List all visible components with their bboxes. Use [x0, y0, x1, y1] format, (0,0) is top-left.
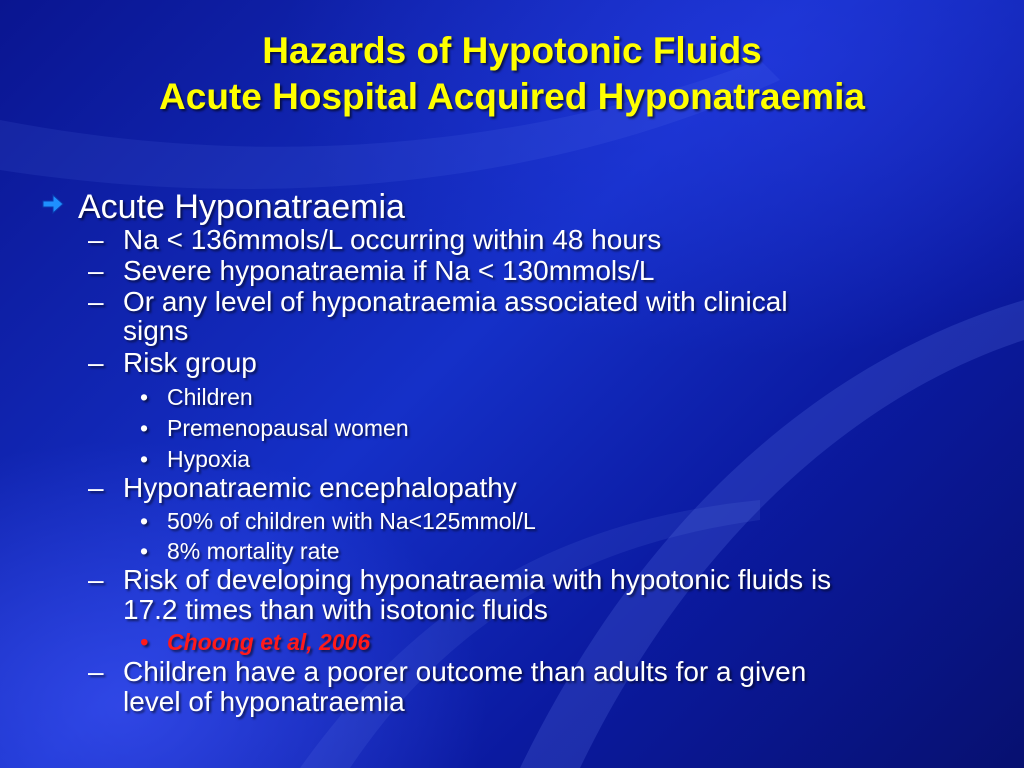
bullet-marker: •	[140, 415, 149, 441]
title-line-1: Hazards of Hypotonic Fluids	[262, 30, 762, 71]
point-encephalopathy: Hyponatraemic encephalopathy	[123, 472, 517, 503]
dash-marker: –	[88, 656, 104, 687]
point-children-outcome-line2: level of hyponatraemia	[123, 686, 405, 717]
point-hypotonic-risk-line2: 17.2 times than with isotonic fluids	[123, 594, 548, 625]
risk-item-women: Premenopausal women	[167, 415, 409, 441]
point-severe: Severe hyponatraemia if Na < 130mmols/L	[123, 255, 655, 286]
point-clinical-signs-line1: Or any level of hyponatraemia associated with clinical	[123, 286, 788, 317]
bullet-marker: •	[140, 446, 149, 472]
bullet-marker: •	[140, 384, 149, 410]
dash-marker: –	[88, 286, 104, 317]
dash-marker: –	[88, 564, 104, 595]
dash-marker: –	[88, 472, 104, 503]
risk-item-children: Children	[167, 384, 253, 410]
encephalopathy-item-children: 50% of children with Na<125mmol/L	[167, 508, 536, 534]
point-clinical-signs-line2: signs	[123, 315, 189, 346]
main-point-label: Acute Hyponatraemia	[78, 188, 405, 226]
encephalopathy-item-mortality: 8% mortality rate	[167, 538, 340, 564]
dash-marker: –	[88, 255, 104, 286]
citation: Choong et al, 2006	[167, 629, 371, 655]
bullet-marker: •	[140, 629, 149, 655]
arrow-right-icon	[40, 191, 66, 217]
point-risk-group: Risk group	[123, 347, 257, 378]
point-hypotonic-risk-line1: Risk of developing hyponatraemia with hypotonic fluids is	[123, 564, 832, 595]
dash-marker: –	[88, 224, 104, 255]
point-na-threshold: Na < 136mmols/L occurring within 48 hours	[123, 224, 662, 255]
risk-item-hypoxia: Hypoxia	[167, 446, 251, 472]
dash-marker: –	[88, 347, 104, 378]
point-children-outcome-line1: Children have a poorer outcome than adults for a given	[123, 656, 807, 687]
bullet-marker: •	[140, 538, 149, 564]
bullet-marker: •	[140, 508, 149, 534]
title-line-2: Acute Hospital Acquired Hyponatraemia	[159, 76, 865, 117]
